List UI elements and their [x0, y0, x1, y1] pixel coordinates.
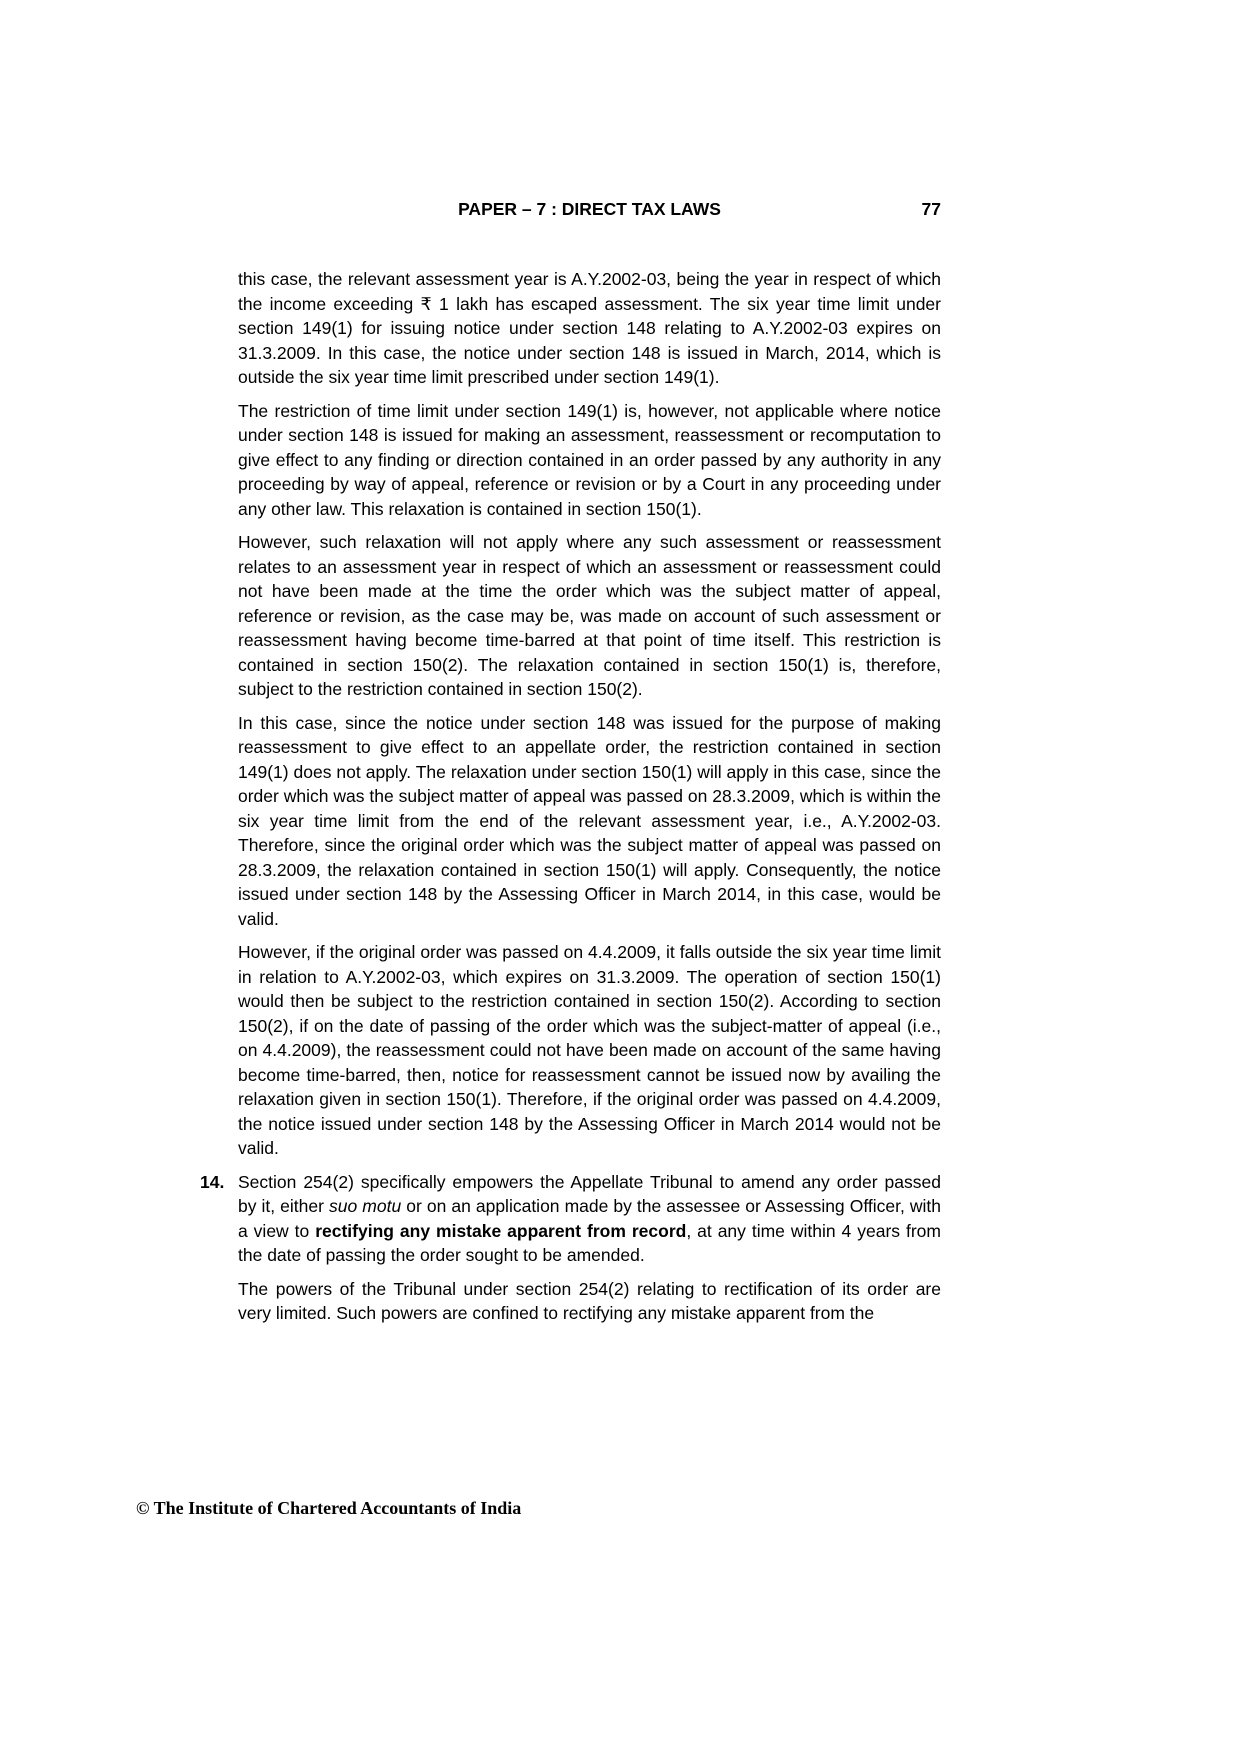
paragraph: [238, 399, 941, 522]
text-segment: or on an application made by the assessee or Assessing Officer, with a view to: [238, 1196, 941, 1241]
page-number: 77: [921, 199, 941, 219]
page-footer: [136, 1498, 521, 1519]
paragraph: [238, 711, 941, 932]
paragraph: [238, 530, 941, 702]
text-segment: However, such relaxation will not apply where any such assessment or reassessment relates to an assessment year in respect of which an assessment or reassessment could not have been made at the time the order which was the subject matter of appeal, reference or revision, as the case may be, was made on account of such assessment or reassessment having become time-barred at that point of time itself. This restriction is contained in section 150(2). The relaxation contained in section 150(1) is, therefore, subject to the restriction contained in section 150(2).: [238, 532, 941, 699]
copyright-text: © The Institute of Chartered Accountants of India: [136, 1498, 522, 1518]
text-segment: rectifying any mistake apparent from record: [315, 1220, 687, 1241]
paragraph: [238, 940, 941, 1161]
text-segment: In this case, since the notice under section 148 was issued for the purpose of making reassessment to give effect to an appellate order, the restriction contained in section 149(1) does not apply. The relaxation under section 150(1) will apply in this case, since the order which was the subject matter of appeal was passed on 28.3.2009, which is within the six year time limit from the end of the relevant assessment year, i.e., A.Y.2002-03. Therefore, since the original order which was the subject matter of appeal was passed on 28.3.2009, the relaxation contained in section 150(1) will apply. Consequently, the notice issued under section 148 by the Assessing Officer in March 2014, in this case, would be valid.: [238, 712, 941, 929]
paragraph-number: 14.: [200, 1171, 225, 1192]
page-header: [238, 198, 941, 220]
paragraph: [238, 267, 941, 390]
paragraph: [238, 1277, 941, 1326]
text-segment: The restriction of time limit under section 149(1) is, however, not applicable where notice under section 148 is issued for making an assessment, reassessment or recomputation to give effect to any finding or direction contained in an order passed by any authority in any proceeding by way of appeal, reference or revision or by a Court in any proceeding under any other law. This relaxation is contained in section 150(1).: [238, 400, 941, 519]
text-segment: , at any time within 4 years from the date of passing the order sought to be amended.: [238, 1220, 941, 1265]
text-segment: Section 254(2) specifically empowers the Appellate Tribunal to amend any order passed by it, either: [238, 1171, 941, 1216]
numbered-paragraph: [200, 1170, 941, 1268]
text-segment: this case, the relevant assessment year is A.Y.2002-03, being the year in respect of which the income exceeding ₹ 1 lakh has escaped assessment. The six year time limit under section 149(1) for issuing notice under section 148 relating to A.Y.2002-03 expires on 31.3.2009. In this case, the notice under section 148 is issued in March, 2014, which is outside the six year time limit prescribed under section 149(1).: [238, 269, 941, 387]
text-segment: However, if the original order was passed on 4.4.2009, it falls outside the six year time limit in relation to A.Y.2002-03, which expires on 31.3.2009. The operation of section 150(1) would then be subject to the restriction contained in section 150(2). According to section 150(2), if on the date of passing of the order which was the subject-matter of appeal (i.e., on 4.4.2009), the reassessment could not have been made on account of the same having become time-barred, then, notice for reassessment cannot be issued now by availing the relaxation given in section 150(1). Therefore, if the original order was passed on 4.4.2009, the notice issued under section 148 by the Assessing Officer in March 2014 would not be valid.: [238, 942, 941, 1158]
header-title: PAPER – 7 : DIRECT TAX LAWS: [458, 199, 721, 219]
document-body: [200, 267, 941, 1326]
text-segment: suo motu: [329, 1196, 402, 1216]
text-segment: The powers of the Tribunal under section 254(2) relating to rectification of its order are very limited. Such powers are confined to rectifying any mistake apparent from the: [238, 1278, 941, 1323]
content-column: [200, 198, 941, 1335]
